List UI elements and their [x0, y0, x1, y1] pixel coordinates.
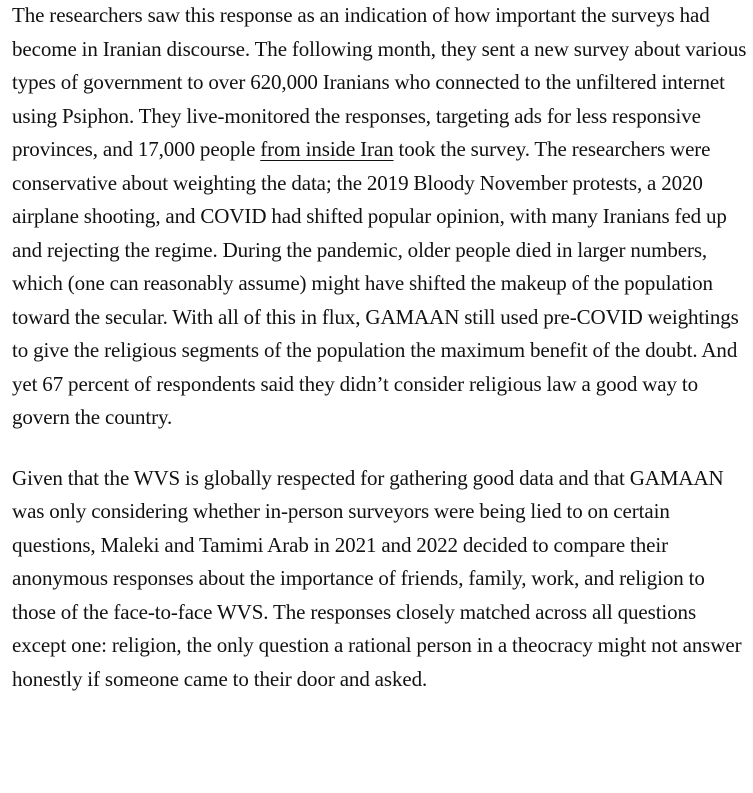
- paragraph-text-after-link: took the survey. The researchers were conservative about weighting the data; the 2019 Bloody November protests, a 2020 airplane shooting, and COVID had shifted popular opinion, with many Iranians fed up and rejecting the regime. During the pandemic, older people died in larger numbers, which (one can reasonably assume) might have shifted the makeup of the population toward the secular. With all of this in flux, GAMAAN still used pre-COVID weightings to give the religious segments of the population the maximum benefit of the doubt. And yet 67 percent of respondents said they didn’t consider religious law a good way to govern the country.: [12, 137, 739, 429]
- paragraph-text-before-link: The researchers saw this response as an indication of how important the surveys had become in Iranian discourse. The following month, they sent a new survey about various types of government to over 620,000 Iranians who connected to the unfiltered internet using Psiphon. They live-monitored the responses, targeting ads for less responsive provinces, and 17,000 people: [12, 3, 747, 161]
- from-inside-iran-link[interactable]: from inside Iran: [260, 137, 394, 161]
- paragraph-wvs-comparison: Given that the WVS is globally respected for gathering good data and that GAMAAN was only considering whether in-person surveyors were being lied to on certain questions, Maleki and Tamimi Arab in 2021 and 2022 decided to compare their anonymous responses about the importance of friends, family, work, and religion to those of the face-to-face WVS. The responses closely matched across all questions except one: religion, the only question a rational person in a theocracy might not answer honestly if someone came to their door and asked.: [12, 465, 742, 691]
- paragraph-survey-results: [12, 0, 753, 435]
